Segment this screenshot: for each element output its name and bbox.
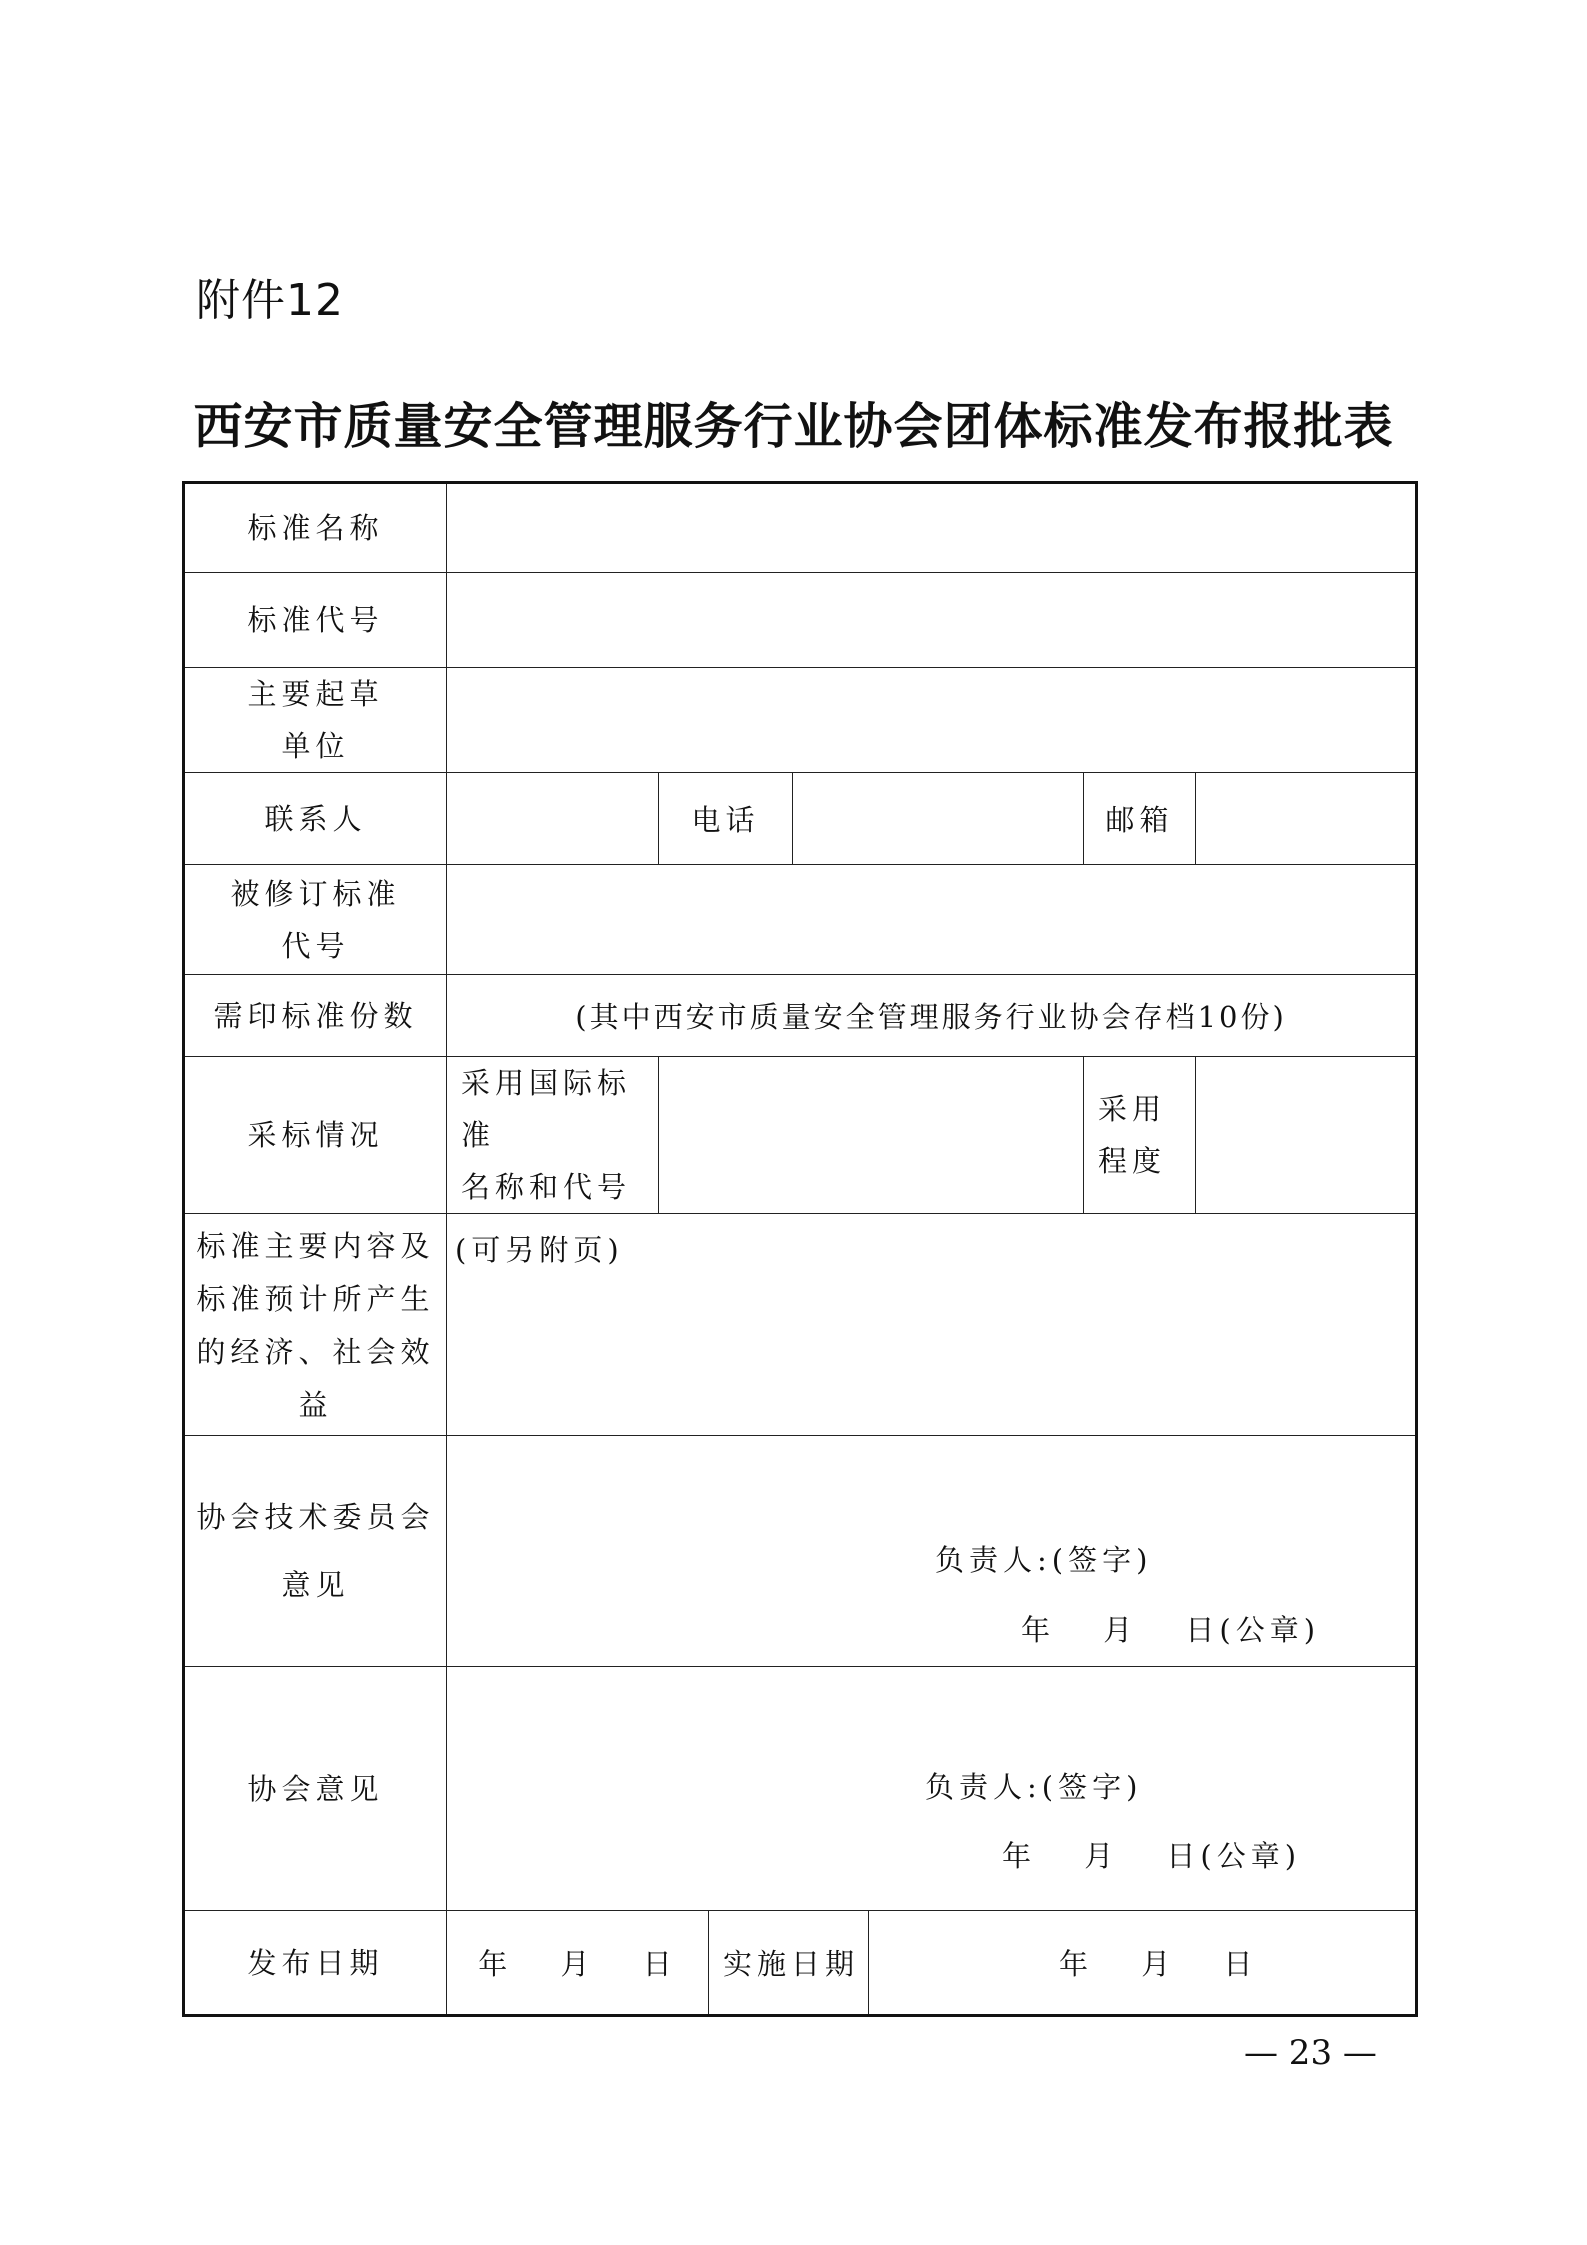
adoption-label: 采标情况	[184, 1057, 447, 1214]
standard-code-field[interactable]	[447, 573, 1417, 668]
main-content-label-line2: 标准预计所产生	[196, 1282, 435, 1316]
association-signer: 负责人:(签字)	[925, 1770, 1143, 1804]
attachment-label: 附件12	[196, 275, 344, 326]
main-content-label-line3: 的经济、社会效	[196, 1335, 435, 1369]
association-opinion-field[interactable]	[447, 1667, 1417, 1911]
print-copies-note: (其中西安市质量安全管理服务行业协会存档10份)	[447, 975, 1417, 1057]
adoption-degree-label-line1: 采用	[1098, 1092, 1167, 1126]
committee-opinion-field[interactable]	[447, 1436, 1417, 1667]
approval-form-table	[182, 481, 1418, 2017]
main-content-label-line4: 益	[298, 1388, 333, 1422]
publish-date-label: 发布日期	[184, 1911, 447, 2016]
revised-standard-label	[184, 865, 447, 975]
row-contact	[184, 773, 1417, 865]
drafting-unit-label-line2: 单位	[281, 729, 350, 763]
row-standard-code	[184, 573, 1417, 668]
revised-standard-label-line2: 代号	[281, 928, 350, 963]
revised-standard-label-line1: 被修订标准	[230, 876, 401, 911]
row-main-content	[184, 1214, 1417, 1436]
implement-date-label: 实施日期	[709, 1911, 869, 2016]
intl-standard-label	[447, 1057, 659, 1214]
row-print-copies	[184, 975, 1417, 1057]
contact-person-label: 联系人	[184, 773, 447, 865]
committee-date: 年 月 日(公章)	[1021, 1613, 1321, 1647]
row-standard-name	[184, 483, 1417, 573]
drafting-unit-field[interactable]	[447, 668, 1417, 773]
implement-date-field[interactable]: 年 月 日	[869, 1911, 1417, 2016]
main-content-field[interactable]	[447, 1214, 1417, 1436]
committee-opinion-label	[184, 1436, 447, 1667]
contact-person-field[interactable]	[447, 773, 659, 865]
row-drafting-unit	[184, 668, 1417, 773]
adoption-degree-label-line2: 程度	[1098, 1144, 1167, 1178]
phone-field[interactable]	[793, 773, 1084, 865]
publish-date-field[interactable]: 年 月 日	[447, 1911, 709, 2016]
email-label: 邮箱	[1084, 773, 1196, 865]
revised-standard-field[interactable]	[447, 865, 1417, 975]
main-content-note: (可另附页)	[455, 1233, 624, 1267]
main-content-label	[184, 1214, 447, 1436]
committee-opinion-label-line2: 意见	[281, 1568, 350, 1602]
form-title: 西安市质量安全管理服务行业协会团体标准发布报批表	[193, 397, 1394, 455]
drafting-unit-label	[184, 668, 447, 773]
row-adoption	[184, 1057, 1417, 1214]
committee-opinion-label-line1: 协会技术委员会	[196, 1500, 435, 1534]
row-association-opinion	[184, 1667, 1417, 1911]
standard-code-label: 标准代号	[184, 573, 447, 668]
phone-label: 电话	[659, 773, 793, 865]
intl-standard-label-line1: 采用国际标准	[461, 1066, 632, 1152]
main-content-label-line1: 标准主要内容及	[196, 1229, 435, 1263]
standard-name-field[interactable]	[447, 483, 1417, 573]
standard-name-label: 标准名称	[184, 483, 447, 573]
row-revised-standard	[184, 865, 1417, 975]
print-copies-label: 需印标准份数	[184, 975, 447, 1057]
association-opinion-label: 协会意见	[184, 1667, 447, 1911]
adoption-degree-field[interactable]	[1196, 1057, 1417, 1214]
association-date: 年 月 日(公章)	[1002, 1839, 1302, 1873]
intl-standard-field[interactable]	[659, 1057, 1084, 1214]
intl-standard-label-line2: 名称和代号	[461, 1170, 632, 1204]
drafting-unit-label-line1: 主要起草	[247, 677, 384, 711]
row-dates	[184, 1911, 1417, 2016]
row-committee-opinion	[184, 1436, 1417, 1667]
email-field[interactable]	[1196, 773, 1417, 865]
committee-signer: 负责人:(签字)	[935, 1543, 1153, 1577]
page-number: — 23 —	[1244, 2033, 1377, 2073]
adoption-degree-label	[1084, 1057, 1196, 1214]
